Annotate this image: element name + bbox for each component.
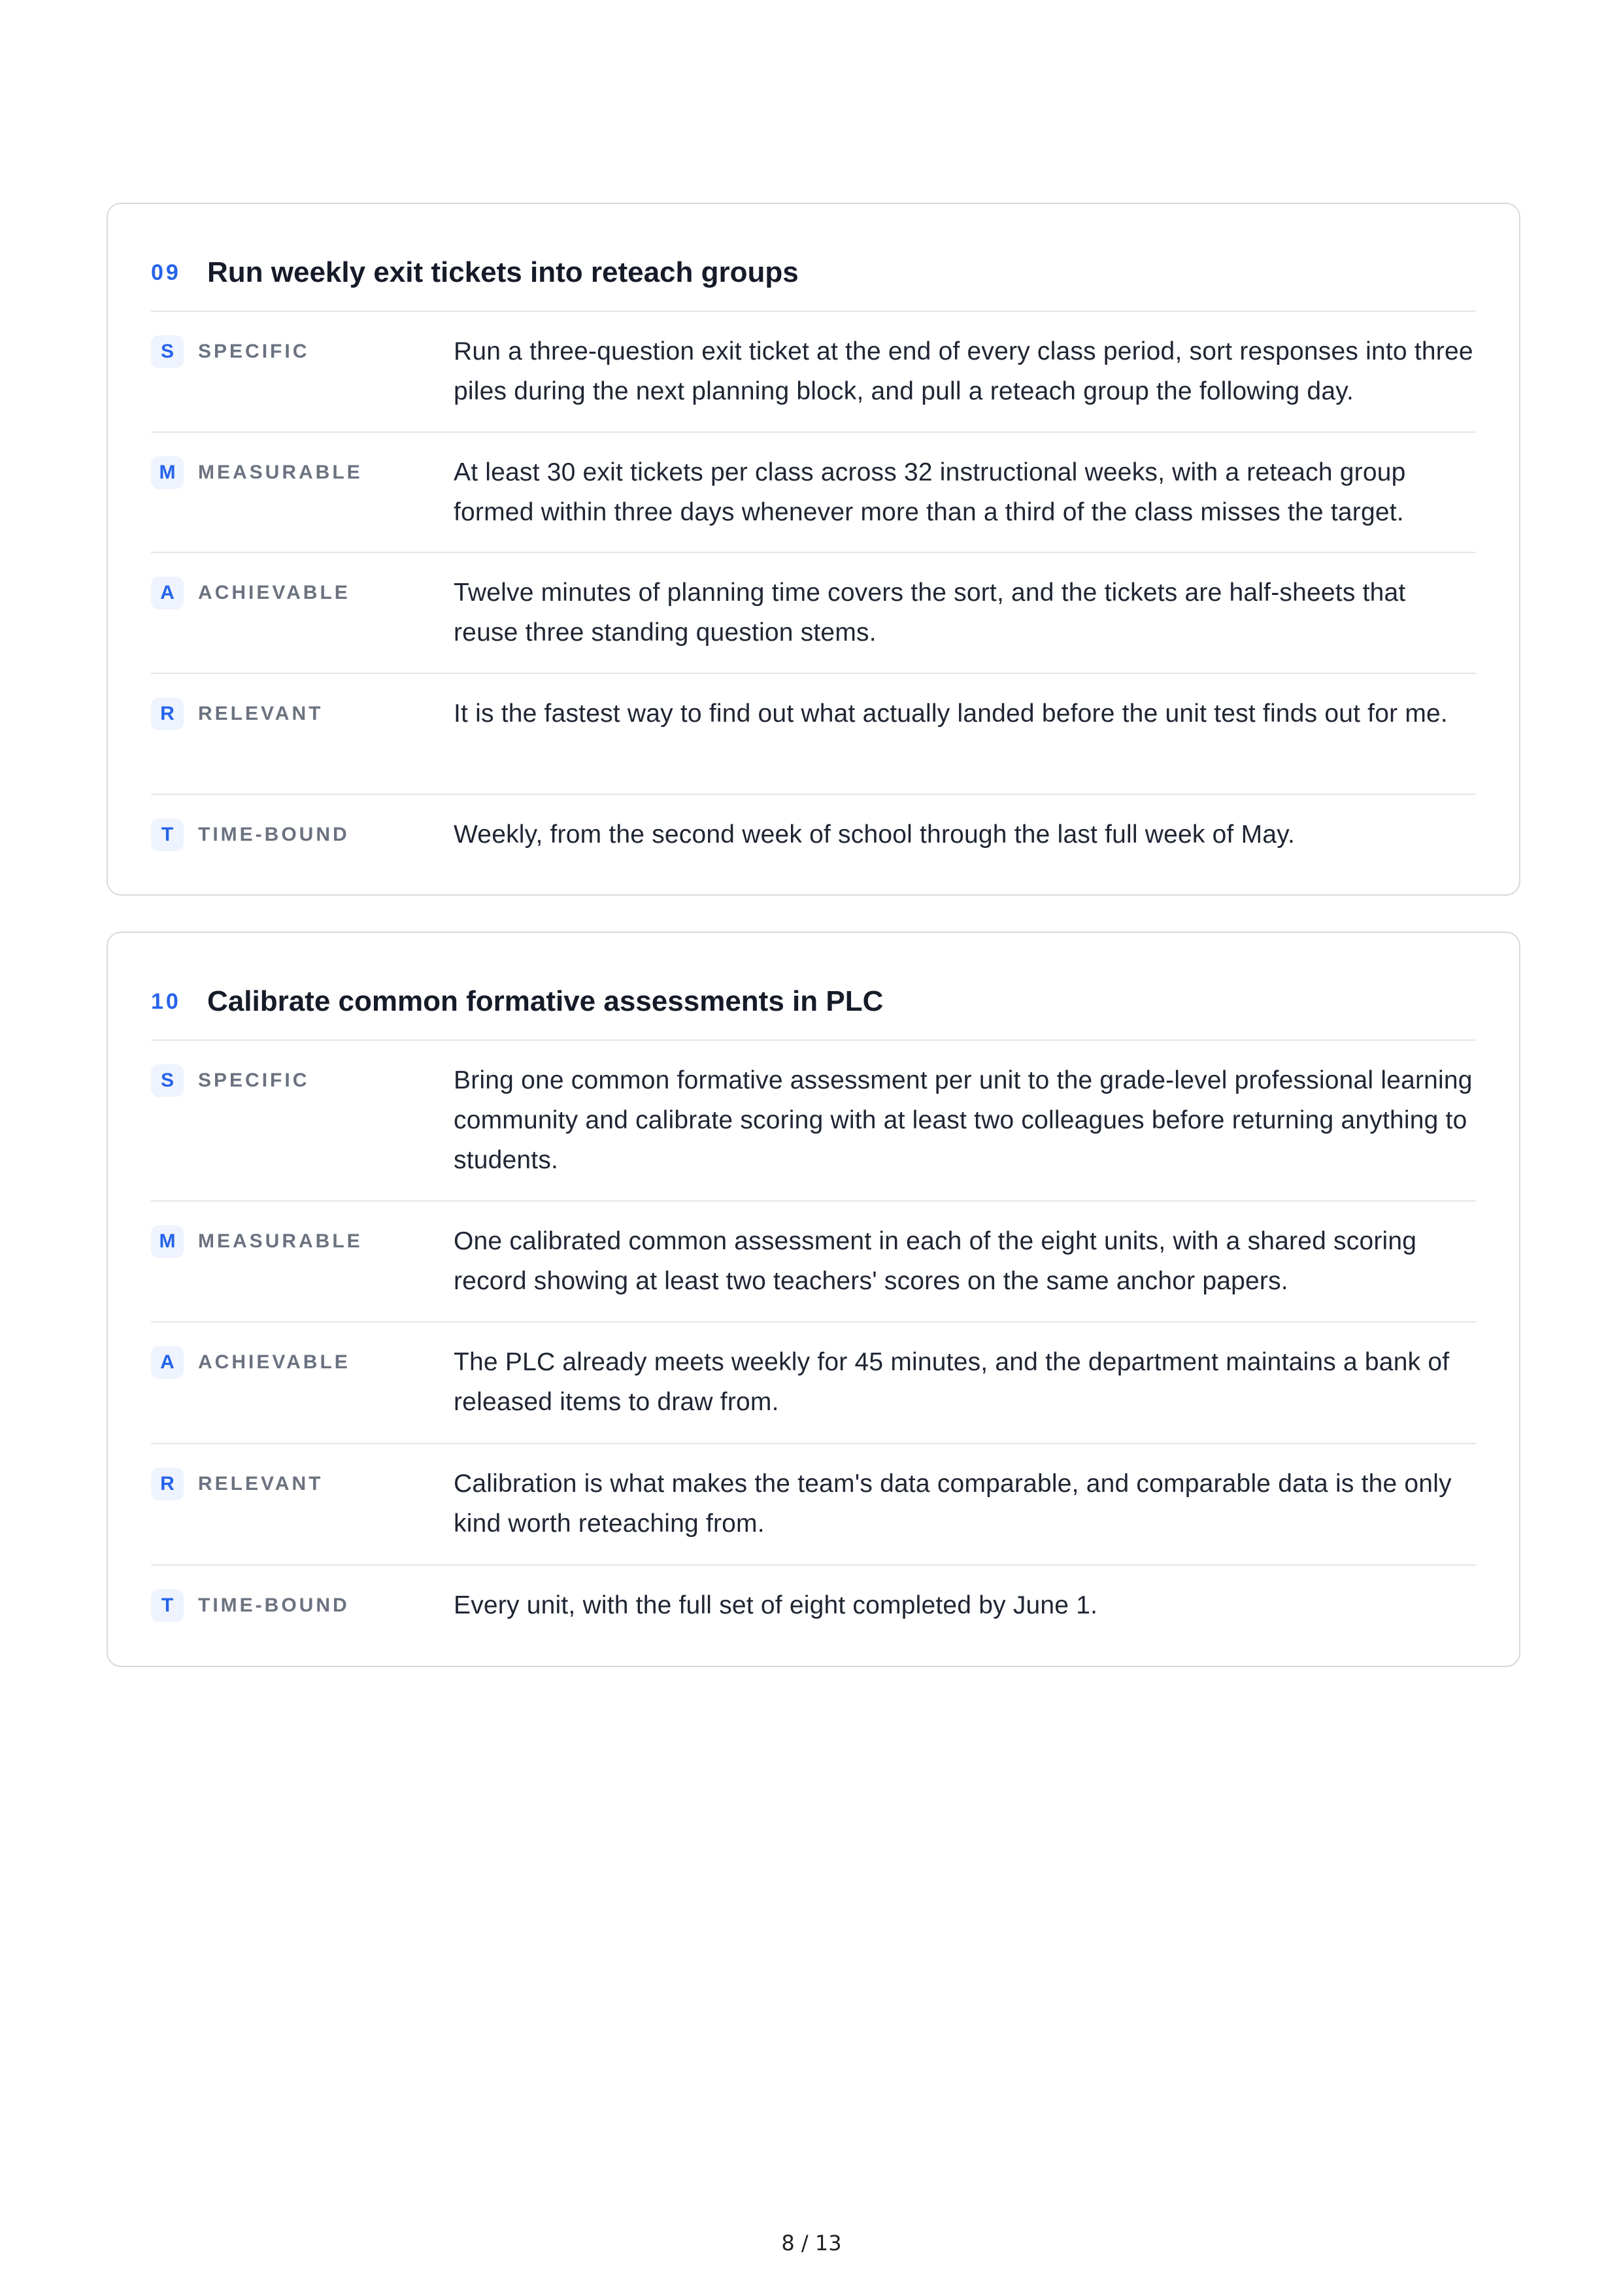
- criterion-row-achievable: [151, 1323, 1476, 1444]
- criterion-row-relevant: [151, 1444, 1476, 1566]
- criterion-letter-badge: A: [151, 1346, 184, 1379]
- criterion-row-achievable: [151, 553, 1476, 674]
- criterion-label: MEASURABLE: [198, 1230, 363, 1252]
- criterion-letter-badge: A: [151, 577, 184, 609]
- criterion-row-measurable: [151, 1202, 1476, 1323]
- criterion-row-time-bound: [151, 795, 1476, 880]
- criterion-label: RELEVANT: [198, 1473, 324, 1494]
- criterion-label: TIME-BOUND: [198, 824, 350, 845]
- goal-title: Run weekly exit tickets into reteach groups: [207, 256, 799, 288]
- criterion-letter-badge: T: [151, 819, 184, 851]
- criterion-label: MEASURABLE: [198, 462, 363, 483]
- smart-criteria-list: [151, 311, 1476, 880]
- goal-number: 10: [151, 988, 181, 1014]
- criterion-letter-badge: R: [151, 698, 184, 730]
- criterion-row-measurable: [151, 433, 1476, 553]
- criterion-text: Bring one common formative assessment per unit to the grade-level professional learning community and calibrate scoring with at least two colleagues before returning anything to students.: [454, 1066, 1473, 1174]
- criterion-text: One calibrated common assessment in each of the eight units, with a shared scoring record showing at least two teachers' scores on the same anchor papers.: [454, 1227, 1417, 1295]
- goal-card: [107, 932, 1520, 1667]
- criterion-label: ACHIEVABLE: [198, 582, 350, 603]
- criterion-letter-badge: S: [151, 1064, 184, 1097]
- criterion-text: Run a three-question exit ticket at the end of every class period, sort responses into three piles during the next planning block, and pull a reteach group the following day.: [454, 337, 1473, 405]
- criterion-letter-badge: M: [151, 1225, 184, 1258]
- criterion-letter-badge: M: [151, 456, 184, 489]
- goal-header: [151, 979, 883, 1024]
- criterion-text: Weekly, from the second week of school through the last full week of May.: [454, 820, 1296, 849]
- goal-number: 09: [151, 260, 181, 285]
- criterion-letter-badge: T: [151, 1589, 184, 1622]
- criterion-letter-badge: S: [151, 335, 184, 368]
- page-number: 8 / 13: [781, 2231, 842, 2255]
- criterion-label: SPECIFIC: [198, 1070, 310, 1091]
- criterion-text: Twelve minutes of planning time covers the sort, and the tickets are half-sheets that reuse three standing question stems.: [454, 579, 1406, 647]
- criterion-label: TIME-BOUND: [198, 1595, 350, 1616]
- criterion-letter-badge: R: [151, 1468, 184, 1500]
- criterion-text: It is the fastest way to find out what actually landed before the unit test finds out for me.: [454, 700, 1448, 728]
- criterion-row-specific: [151, 1041, 1476, 1202]
- goal-title: Calibrate common formative assessments in PLC: [207, 985, 884, 1017]
- smart-criteria-list: [151, 1039, 1476, 1651]
- criterion-label: ACHIEVABLE: [198, 1351, 350, 1373]
- criterion-label: RELEVANT: [198, 703, 324, 724]
- criterion-row-specific: [151, 312, 1476, 433]
- goal-card: [107, 203, 1520, 896]
- criterion-text: At least 30 exit tickets per class across 32 instructional weeks, with a reteach group formed within three days whenever more than a third of the class misses the target.: [454, 458, 1406, 526]
- criterion-text: Calibration is what makes the team's data comparable, and comparable data is the only kind worth reteaching from.: [454, 1470, 1452, 1538]
- criterion-text: The PLC already meets weekly for 45 minutes, and the department maintains a bank of released items to draw from.: [454, 1348, 1450, 1416]
- criterion-row-time-bound: [151, 1566, 1476, 1651]
- criterion-label: SPECIFIC: [198, 341, 310, 362]
- criterion-text: Every unit, with the full set of eight completed by June 1.: [454, 1591, 1098, 1619]
- criterion-row-relevant: [151, 674, 1476, 795]
- goal-header: [151, 250, 799, 295]
